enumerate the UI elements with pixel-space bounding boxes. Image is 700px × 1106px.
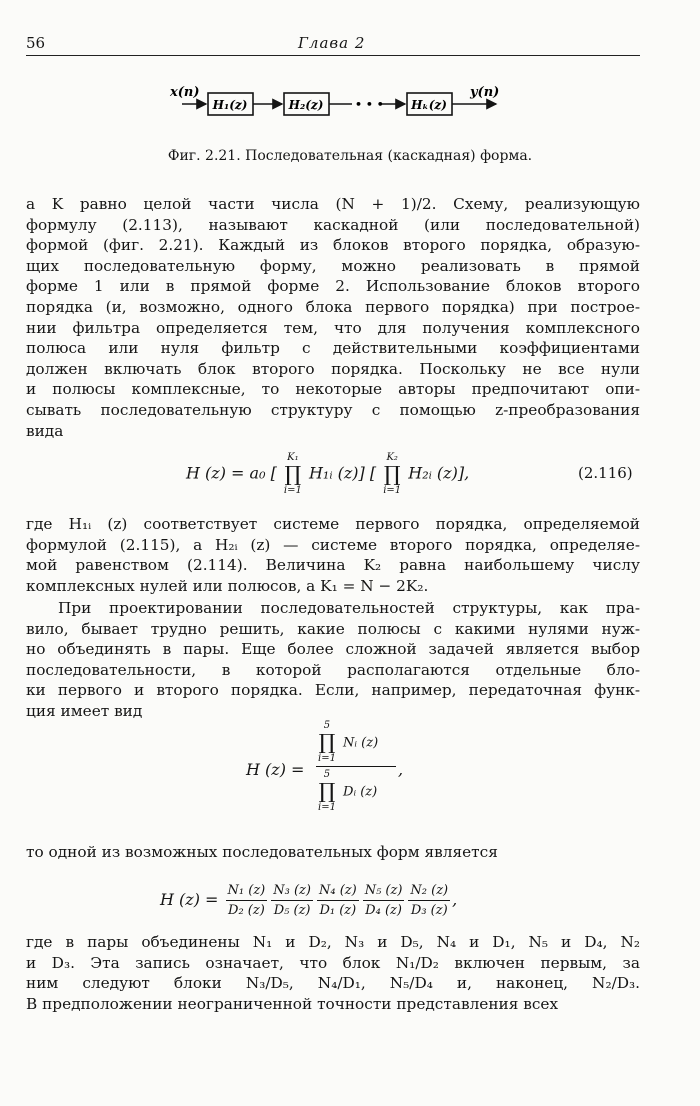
block-h2-label: H₂(z) bbox=[288, 98, 324, 112]
text-line: должен включать блок второго порядка. Поскольку не все нули bbox=[26, 359, 640, 378]
fraction-denominator: D₅ (z) bbox=[273, 903, 311, 918]
fraction-denominator: D₄ (z) bbox=[365, 903, 402, 918]
ratio-num-lower: i=1 bbox=[318, 753, 336, 764]
equation-transfer-ratio bbox=[0, 720, 700, 830]
paragraph-cascade-intro bbox=[26, 194, 640, 441]
fraction-numerator: N₄ (z) bbox=[317, 882, 359, 901]
eq116-lhs: H (z) = a₀ [ bbox=[186, 463, 277, 483]
chapter-title: Глава 2 bbox=[298, 34, 366, 52]
text-line: мой равенством (2.114). Величина K₂ равна наибольшему числу bbox=[26, 556, 640, 575]
ratio-lhs: H (z) = bbox=[246, 760, 305, 779]
cascade-lhs: H (z) = bbox=[160, 890, 219, 909]
text-line: нии фильтра определяется тем, что для получения комплексного bbox=[26, 318, 640, 337]
text-line: При проектировании последовательностей структуры, как пра- bbox=[58, 599, 640, 617]
block-hk-label: Hₖ(z) bbox=[411, 98, 447, 112]
cascade-fraction bbox=[363, 882, 405, 919]
header-rule bbox=[26, 55, 640, 56]
text-line: и D₃. Эта запись означает, что блок N₁/D₂ включен первым, за bbox=[26, 953, 640, 972]
eq116-prod1-lower: i=1 bbox=[283, 485, 302, 496]
text-line: ция имеет вид bbox=[26, 701, 143, 720]
eq116-prod2-lower: i=1 bbox=[383, 485, 402, 496]
cascade-fraction bbox=[226, 882, 268, 919]
text-line: и полюсы комплексные, то некоторые авторы предпочитают опи- bbox=[26, 380, 640, 399]
ratio-num-product bbox=[318, 720, 336, 764]
text-line: В предположении неограниченной точности представления всех bbox=[26, 994, 559, 1013]
fraction-numerator: N₅ (z) bbox=[363, 882, 405, 901]
eq116-term1: H₁ᵢ (z)] [ bbox=[308, 463, 377, 483]
cascade-fraction bbox=[317, 882, 359, 919]
fraction-denominator: D₂ (z) bbox=[228, 903, 265, 918]
ratio-den-upper: 5 bbox=[323, 769, 331, 780]
text-line: где в пары объединены N₁ и D₂, N₃ и D₅, N₄ и D₁, N₅ и D₄, N₂ bbox=[26, 933, 640, 951]
text-line: ки первого и второго порядка. Если, например, передаточная функ- bbox=[26, 681, 640, 700]
text-line: форме 1 или в прямой форме 2. Использование блоков второго bbox=[26, 277, 640, 296]
text-line: вида bbox=[26, 421, 64, 440]
ratio-den-product bbox=[318, 769, 336, 813]
running-header bbox=[26, 34, 640, 56]
text-line: где H₁ᵢ (z) соответствует системе первого порядка, определяемой bbox=[26, 515, 640, 533]
text-line: комплексных нулей или полюсов, а K₁ = N − 2K₂. bbox=[26, 576, 429, 595]
paragraph-pairing-problem bbox=[26, 598, 640, 722]
eq116-prod1-upper: K₁ bbox=[287, 452, 299, 463]
eq116-product-2 bbox=[383, 452, 401, 496]
cascade-fraction bbox=[271, 882, 313, 919]
paragraph-definitions bbox=[26, 514, 640, 596]
eq116-term2: H₂ᵢ (z)], bbox=[408, 463, 470, 483]
figure-caption: Фиг. 2.21. Последовательная (каскадная) форма. bbox=[167, 148, 533, 164]
eq116-prod2-symbol: ∏ bbox=[383, 462, 401, 486]
ratio-den-term: Dᵢ (z) bbox=[343, 784, 378, 800]
text-line: а K равно целой части числа (N + 1)/2. Схему, реализующую bbox=[26, 195, 640, 213]
ratio-den-symbol: ∏ bbox=[318, 779, 336, 803]
text-line: формулу (2.113), называют каскадной (или последовательной) bbox=[26, 215, 640, 234]
fraction-numerator: N₂ (z) bbox=[408, 882, 450, 901]
page-number: 56 bbox=[26, 34, 46, 52]
text-line: щих последовательную форму, можно реализовать в прямой bbox=[26, 256, 640, 275]
text-line: но объединять в пары. Еще более сложной задачей является выбор bbox=[26, 640, 640, 659]
fraction-numerator: N₁ (z) bbox=[226, 882, 268, 901]
paragraph-pairing-explanation bbox=[26, 932, 640, 1014]
eq116-prod1-symbol: ∏ bbox=[284, 462, 302, 486]
cascade-block-diagram bbox=[150, 82, 570, 132]
text-line: формулой (2.115), а H₂ᵢ (z) — системе второго порядка, определяе- bbox=[26, 535, 640, 554]
text-line: ним следуют блоки N₃/D₅, N₄/D₁, N₅/D₄ и, наконец, N₂/D₃. bbox=[26, 974, 640, 993]
ratio-tail: , bbox=[398, 760, 404, 779]
text-line: формой (фиг. 2.21). Каждый из блоков второго порядка, образую- bbox=[26, 236, 640, 255]
cascade-tail: , bbox=[452, 890, 458, 909]
equation-2-116 bbox=[0, 446, 700, 502]
paragraph-possible-forms: то одной из возможных последовательных форм является bbox=[26, 843, 498, 861]
cascade-fraction bbox=[408, 882, 450, 919]
block-h1-label: H₁(z) bbox=[212, 98, 248, 112]
fraction-denominator: D₁ (z) bbox=[319, 903, 357, 918]
ratio-num-upper: 5 bbox=[323, 720, 331, 731]
equation-number: (2.116) bbox=[578, 464, 633, 482]
ratio-num-symbol: ∏ bbox=[318, 730, 336, 754]
ratio-den-lower: i=1 bbox=[318, 802, 336, 813]
text-line: порядка (и, возможно, одного блока первого порядка) при построе- bbox=[26, 297, 640, 316]
equation-cascade-product bbox=[0, 874, 700, 920]
fraction-denominator: D₃ (z) bbox=[410, 903, 448, 918]
text-line: сывать последовательную структуру с помощью z-преобразования bbox=[26, 400, 640, 419]
output-label: y(n) bbox=[470, 85, 500, 100]
text-line: последовательности, в которой располагаются отдельные бло- bbox=[26, 660, 640, 679]
eq116-prod2-upper: K₂ bbox=[386, 452, 398, 463]
text-line: вило, бывает трудно решить, какие полюсы с какими нулями нуж- bbox=[26, 619, 640, 638]
eq116-product-1 bbox=[284, 452, 302, 496]
ellipsis-dots: • • • bbox=[355, 98, 384, 111]
text-line: полюса или нуля фильтр с действительными коэффициентами bbox=[26, 339, 640, 358]
ratio-num-term: Nᵢ (z) bbox=[343, 735, 379, 751]
fraction-numerator: N₃ (z) bbox=[271, 882, 313, 901]
ratio-numerator bbox=[316, 720, 396, 767]
input-label: x(n) bbox=[170, 85, 200, 100]
cascade-expression bbox=[160, 882, 457, 919]
